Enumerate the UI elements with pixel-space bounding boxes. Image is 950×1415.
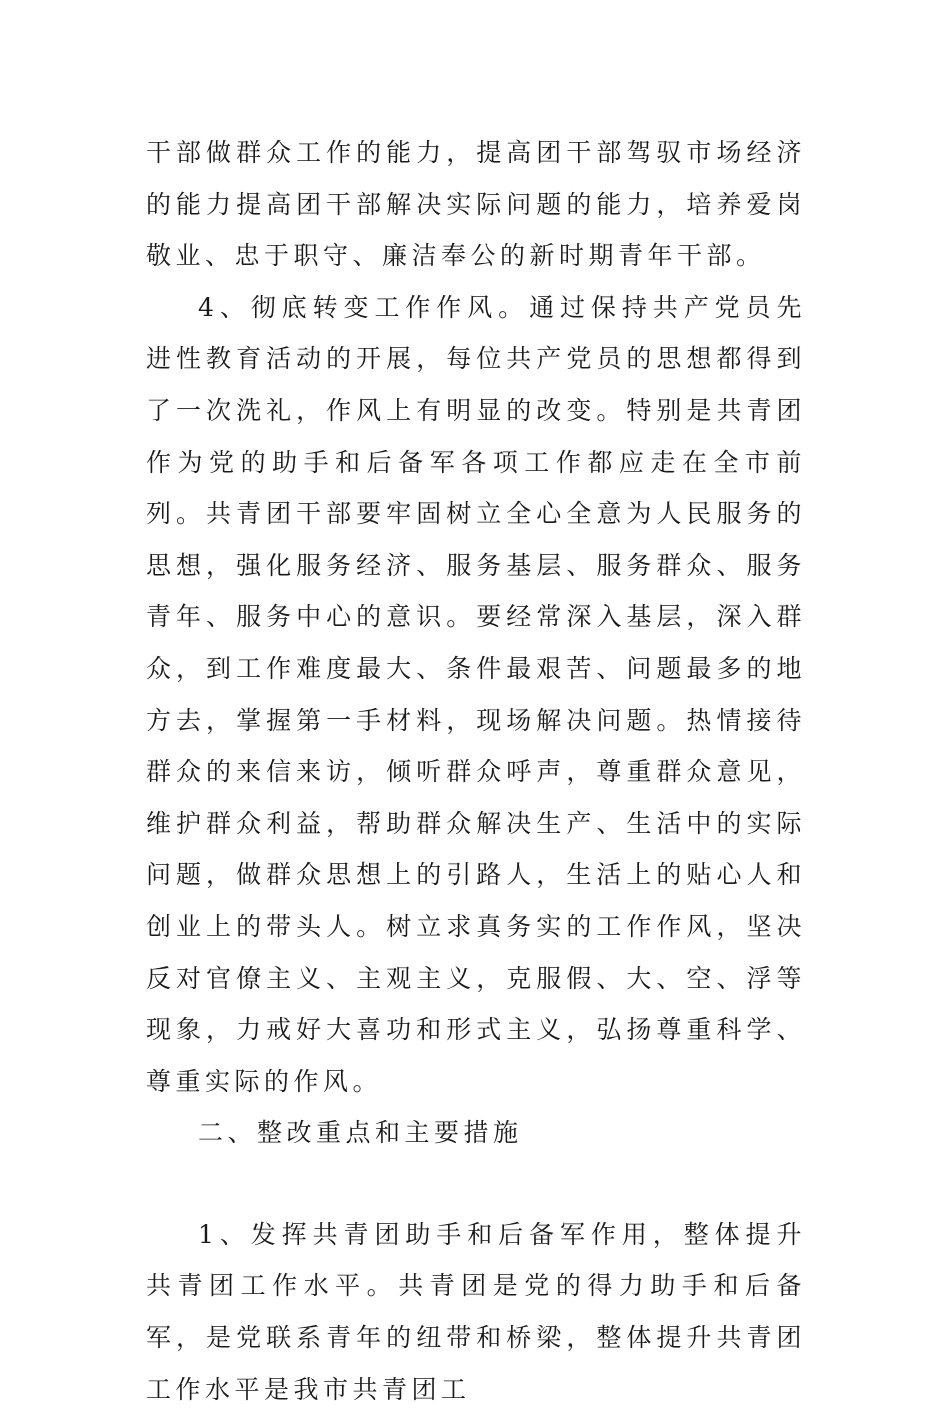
section-gap xyxy=(146,1159,806,1209)
paragraph-section2-item-1: 1、发挥共青团助手和后备军作用，整体提升共青团工作水平。共青团是党的得力助手和后备军，是党联系青年的纽带和桥梁，整体提升共青团工作水平是我市共青团工 xyxy=(146,1219,806,1404)
document-page xyxy=(146,127,806,1415)
section-heading: 二、整改重点和主要措施 xyxy=(198,1118,523,1148)
paragraph-item-4: 4、彻底转变工作作风。通过保持共产党员先进性教育活动的开展，每位共产党员的思想都得到了一次洗礼，作风上有明显的改变。特别是共青团作为党的助手和后备军各项工作都应走在全市前列。共青团干部要牢固树立全心全意为人民服务的思想，强化服务经济、服务基层、服务群众、服务青年、服务中心的意识。要经常深入基层，深入群众，到工作难度最大、条件最艰苦、问题最多的地方去，掌握第一手材料，现场解决问题。热情接待群众的来信来访，倾听群众呼声，尊重群众意见，维护群众利益，帮助群众解决生产、生活中的实际问题，做群众思想上的引路人，生活上的贴心人和创业上的带头人。树立求真务实的工作作风，坚决反对官僚主义、主观主义，克服假、大、空、浮等现象，力戒好大喜功和形式主义，弘扬尊重科学、尊重实际的作风。 xyxy=(146,292,806,1096)
paragraph-continued: 干部做群众工作的能力，提高团干部驾驭市场经济的能力提高团干部解决实际问题的能力，培养爱岗敬业、忠于职守、廉洁奉公的新时期青年干部。 xyxy=(146,138,806,271)
